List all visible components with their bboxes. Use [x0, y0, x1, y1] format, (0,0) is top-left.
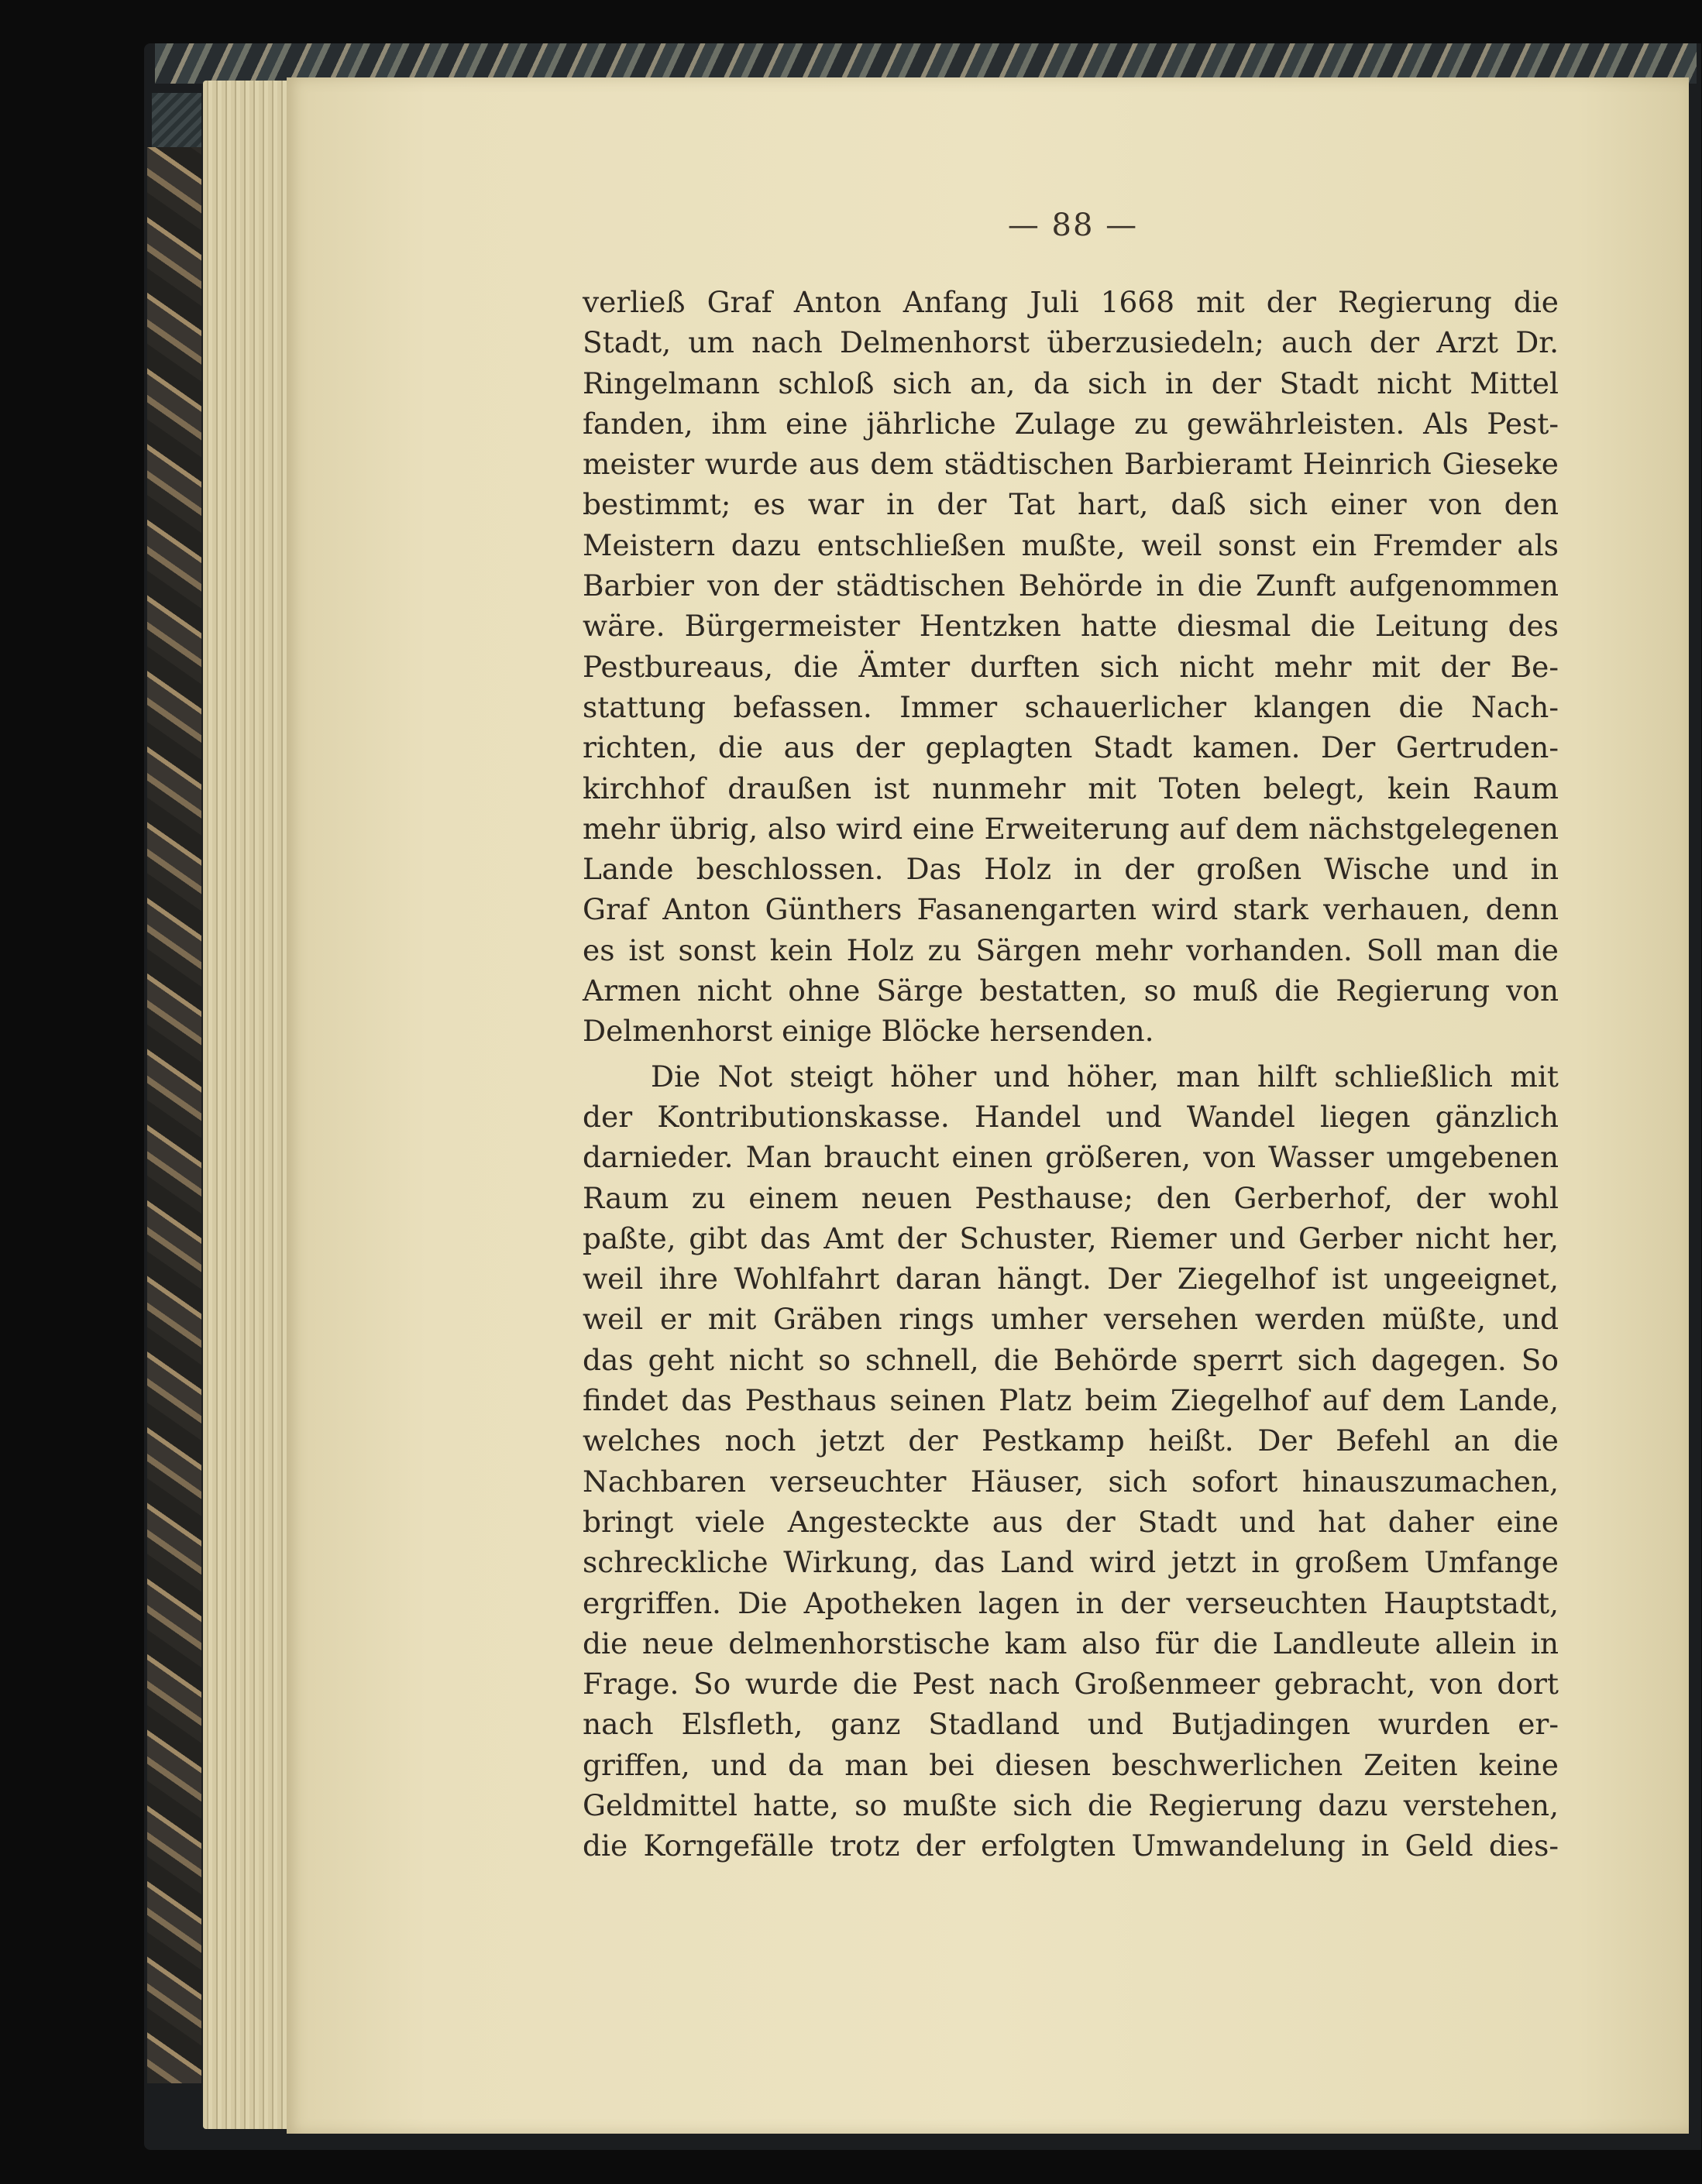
text-line: richten, die aus der geplagten Stadt kamen. Der Gertruden- — [583, 730, 1559, 765]
text-line: die neue delmenhorstische kam also für die Landleute allein in — [583, 1626, 1559, 1660]
text-line: Armen nicht ohne Särge bestatten, so muß die Regierung von — [583, 974, 1559, 1008]
text-line: ergriffen. Die Apotheken lagen in der verseuchten Hauptstadt, — [583, 1585, 1559, 1620]
text-line: Nachbaren verseuchter Häuser, sich sofort hinauszumachen, — [583, 1464, 1559, 1499]
text-line: weil er mit Gräben rings umher versehen werden müßte, und — [583, 1302, 1559, 1337]
marbled-board-side — [147, 147, 201, 2083]
text-line: Stadt, um nach Delmenhorst überzusiedeln; auch der Arzt Dr. — [583, 325, 1559, 360]
text-line: welches noch jetzt der Pestkamp heißt. Der Befehl an die — [583, 1423, 1559, 1458]
text-line: Graf Anton Günthers Fasanengarten wird stark verhauen, denn — [583, 892, 1559, 927]
text-line: bringt viele Angesteckte aus der Stadt und hat daher eine — [583, 1504, 1559, 1539]
paragraph — [583, 282, 1559, 1052]
text-line: findet das Pesthaus seinen Platz beim Ziegelhof auf dem Lande, — [583, 1383, 1559, 1418]
text-line: meister wurde aus dem städtischen Barbieramt Heinrich Gieseke — [583, 447, 1559, 482]
body-text — [583, 282, 1559, 1866]
text-line: griffen, und da man bei diesen beschwerlichen Zeiten keine — [583, 1747, 1559, 1782]
page-number: — 88 — — [1007, 208, 1139, 243]
text-line: kirchhof draußen ist nunmehr mit Toten belegt, kein Raum — [583, 771, 1559, 805]
text-line: verließ Graf Anton Anfang Juli 1668 mit der Regierung die — [583, 285, 1559, 319]
text-line: nach Elsfleth, ganz Stadland und Butjadingen wurden er- — [583, 1707, 1559, 1742]
text-line: fanden, ihm eine jährliche Zulage zu gewährleisten. Als Pest- — [583, 406, 1559, 441]
text-line: stattung befassen. Immer schauerlicher klangen die Nach- — [583, 689, 1559, 724]
text-line: Meistern dazu entschließen mußte, weil sonst ein Fremder als — [583, 527, 1559, 562]
text-line: es ist sonst kein Holz zu Särgen mehr vorhanden. Soll man die — [583, 932, 1559, 967]
text-line: Raum zu einem neuen Pesthause; den Gerberhof, der wohl — [583, 1180, 1559, 1215]
text-line: Ringelmann schloß sich an, da sich in der Stadt nicht Mittel — [583, 366, 1559, 400]
text-line: darnieder. Man braucht einen größeren, von Wasser umgebenen — [583, 1140, 1559, 1175]
text-line: bestimmt; es war in der Tat hart, daß sich einer von den — [583, 487, 1559, 522]
text-line: weil ihre Wohlfahrt daran hängt. Der Ziegelhof ist ungeeignet, — [583, 1262, 1559, 1296]
paragraph — [583, 1056, 1559, 1866]
text-line: Barbier von der städtischen Behörde in die Zunft aufgenommen — [583, 568, 1559, 603]
text-line: Lande beschlossen. Das Holz in der großen Wische und in — [583, 852, 1559, 887]
text-line: Pestbureaus, die Ämter durften sich nicht mehr mit der Be- — [583, 649, 1559, 684]
text-line: Die Not steigt höher und höher, man hilft schließlich mit — [651, 1059, 1559, 1094]
text-line: der Kontributionskasse. Handel und Wandel liegen gänzlich — [583, 1099, 1559, 1134]
text-line: Delmenhorst einige Blöcke hersenden. — [583, 1014, 1154, 1049]
text-line: mehr übrig, also wird eine Erweiterung auf dem nächstgelegenen — [583, 811, 1559, 846]
text-line: schreckliche Wirkung, das Land wird jetzt in großem Umfange — [583, 1545, 1559, 1580]
text-line: das geht nicht so schnell, die Behörde sperrt sich dagegen. So — [583, 1342, 1559, 1377]
text-line: paßte, gibt das Amt der Schuster, Riemer und Gerber nicht her, — [583, 1221, 1559, 1255]
text-line: Geldmittel hatte, so mußte sich die Regierung dazu verstehen, — [583, 1787, 1559, 1822]
text-line: die Korngefälle trotz der erfolgten Umwandelung in Geld dies- — [583, 1829, 1559, 1863]
text-line: wäre. Bürgermeister Hentzken hatte diesmal die Leitung des — [583, 609, 1559, 644]
text-line: Frage. So wurde die Pest nach Großenmeer gebracht, von dort — [583, 1667, 1559, 1702]
